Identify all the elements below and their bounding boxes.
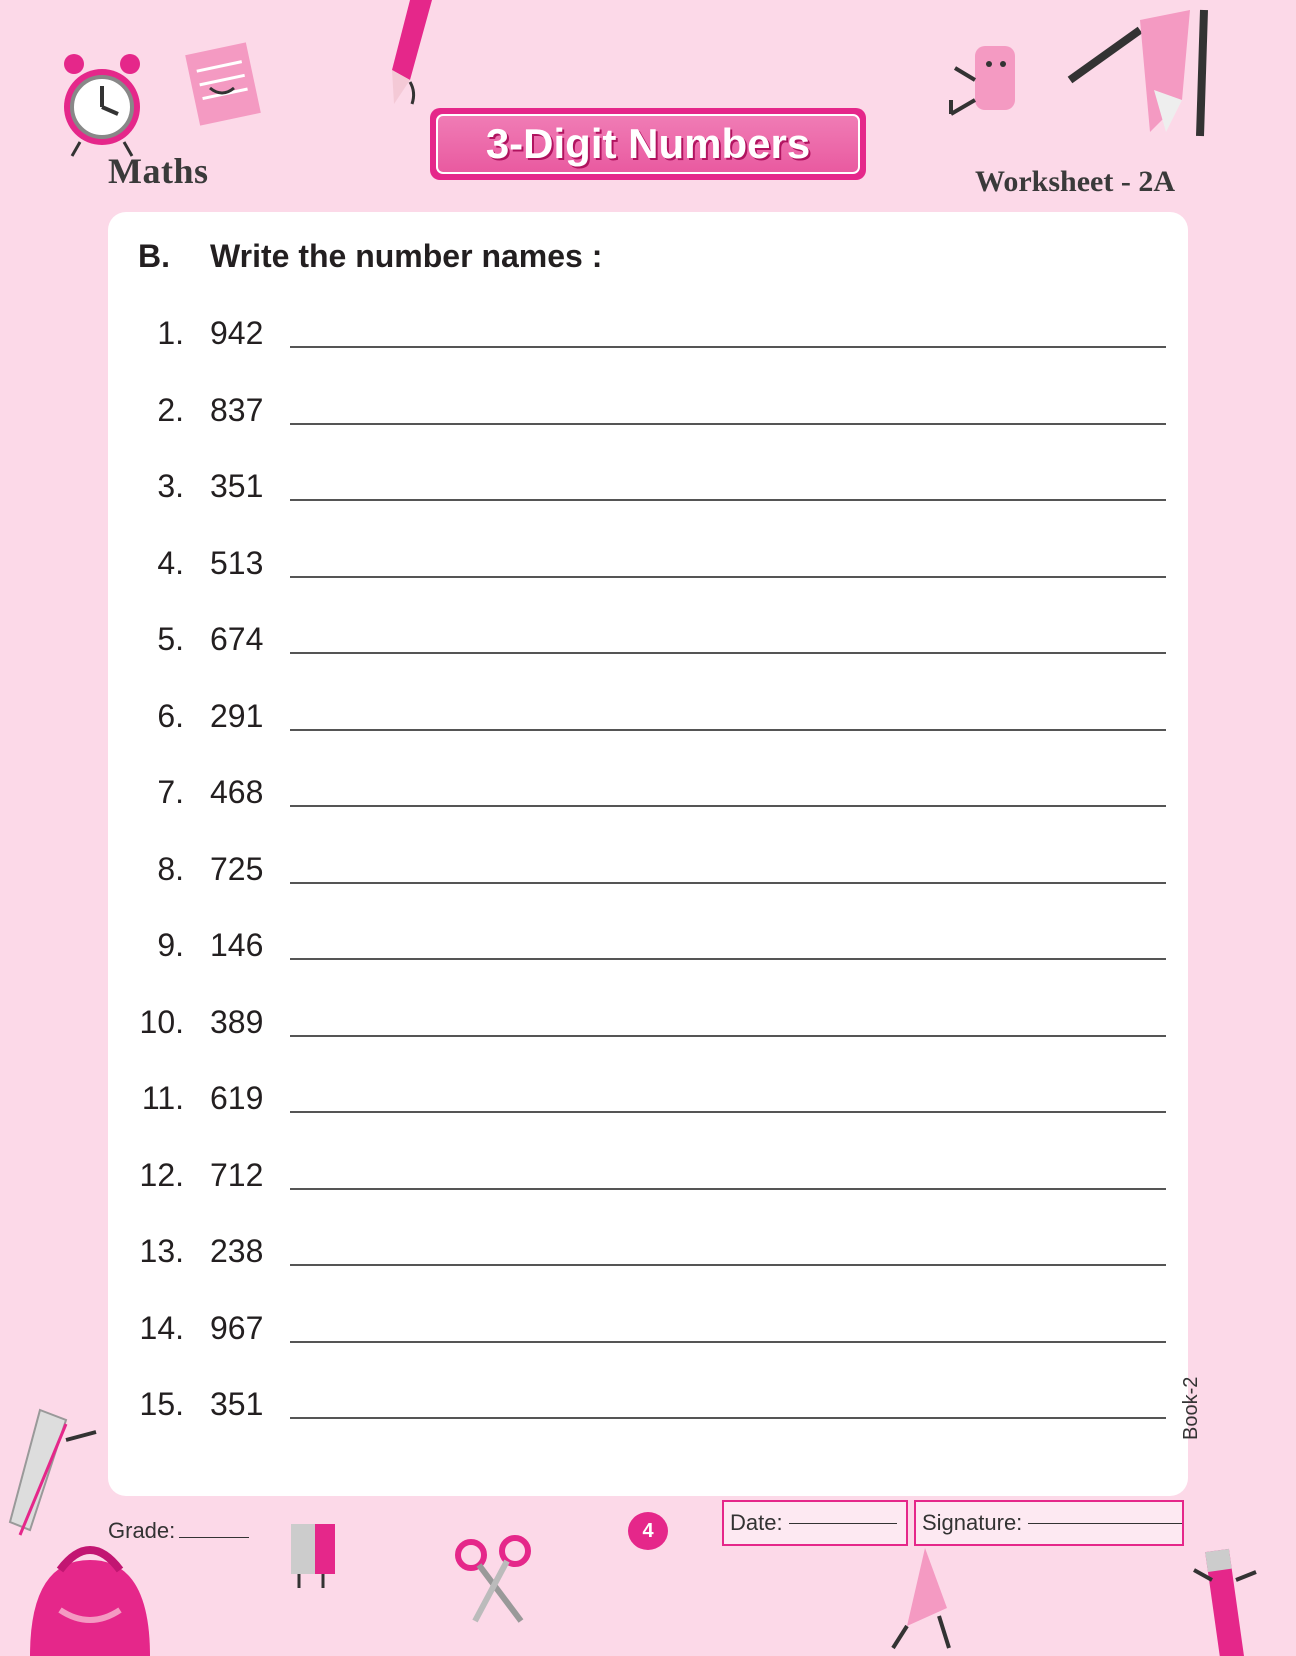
worksheet-number: Worksheet - 2A xyxy=(975,165,1175,198)
question-value: 967 xyxy=(210,1309,264,1346)
answer-line[interactable] xyxy=(290,1417,1166,1419)
answer-line[interactable] xyxy=(290,576,1166,578)
answer-line[interactable] xyxy=(290,652,1166,654)
question-number: 12. xyxy=(139,1156,184,1193)
question-number: 13. xyxy=(139,1233,184,1269)
section-heading xyxy=(138,238,602,275)
question-number: 1. xyxy=(157,315,184,351)
question-value: 619 xyxy=(210,1080,264,1116)
sharpener-icon xyxy=(285,1518,345,1588)
question-value: 389 xyxy=(210,1003,264,1040)
question-number: 4. xyxy=(157,544,184,581)
question-row xyxy=(108,993,1188,1041)
alarm-clock-icon xyxy=(52,42,152,162)
pen-icon xyxy=(1190,1540,1260,1656)
question-number: 11. xyxy=(141,1080,184,1116)
question-row xyxy=(108,610,1188,658)
question-row xyxy=(108,1375,1188,1423)
answer-line[interactable] xyxy=(290,958,1166,960)
question-value: 351 xyxy=(210,468,264,504)
question-value: 238 xyxy=(210,1233,264,1269)
question-value: 712 xyxy=(210,1156,264,1193)
question-value: 513 xyxy=(210,544,264,581)
answer-line[interactable] xyxy=(290,423,1166,425)
signature-label: Signature: xyxy=(922,1510,1023,1535)
question-row xyxy=(108,687,1188,735)
question-value: 468 xyxy=(210,774,264,810)
question-number: 3. xyxy=(157,468,184,504)
question-row xyxy=(108,304,1188,352)
question-value: 942 xyxy=(210,315,264,351)
answer-line[interactable] xyxy=(290,882,1166,884)
grade-blank[interactable] xyxy=(179,1537,249,1538)
question-number: 14. xyxy=(139,1309,184,1346)
answer-line[interactable] xyxy=(290,729,1166,731)
signature-blank[interactable] xyxy=(1028,1523,1182,1524)
answer-line[interactable] xyxy=(290,1111,1166,1113)
book-label: Book-2 xyxy=(1180,1376,1202,1440)
answer-line[interactable] xyxy=(290,346,1166,348)
question-number: 7. xyxy=(157,774,184,810)
answer-line[interactable] xyxy=(290,1341,1166,1343)
pencil-icon xyxy=(380,0,440,110)
question-value: 837 xyxy=(210,391,264,428)
question-value: 146 xyxy=(210,927,264,963)
answer-line[interactable] xyxy=(290,1035,1166,1037)
section-instruction: Write the number names : xyxy=(210,238,603,274)
question-number: 15. xyxy=(139,1386,184,1422)
notepad-icon xyxy=(180,40,270,130)
section-letter: B. xyxy=(138,238,170,274)
date-box xyxy=(722,1500,908,1546)
grade-label: Grade: xyxy=(108,1518,176,1543)
question-value: 674 xyxy=(210,621,264,657)
question-number: 8. xyxy=(157,850,184,887)
question-number: 2. xyxy=(157,391,184,428)
question-row xyxy=(108,457,1188,505)
page-number: 4 xyxy=(628,1512,668,1550)
question-row xyxy=(108,1222,1188,1270)
answer-line[interactable] xyxy=(290,1188,1166,1190)
grade-field xyxy=(108,1518,249,1544)
answer-line[interactable] xyxy=(290,499,1166,501)
question-row xyxy=(108,381,1188,429)
question-row xyxy=(108,1069,1188,1117)
question-row xyxy=(108,1146,1188,1194)
bag-icon xyxy=(20,1530,150,1656)
subject-label: Maths xyxy=(108,151,209,191)
signature-box xyxy=(914,1500,1184,1546)
question-row xyxy=(108,840,1188,888)
question-value: 351 xyxy=(210,1386,264,1422)
question-number: 10. xyxy=(139,1003,184,1040)
title-badge xyxy=(430,108,866,180)
question-number: 9. xyxy=(157,927,184,963)
answer-line[interactable] xyxy=(290,805,1166,807)
scissors-icon xyxy=(455,1535,535,1625)
question-value: 291 xyxy=(210,697,264,734)
date-label: Date: xyxy=(730,1510,783,1535)
worksheet-card xyxy=(108,212,1188,1496)
question-row xyxy=(108,1299,1188,1347)
worksheet-title: 3-Digit Numbers xyxy=(485,120,811,167)
question-row xyxy=(108,534,1188,582)
question-value: 725 xyxy=(210,850,264,887)
question-row xyxy=(108,916,1188,964)
eraser-icon xyxy=(945,40,1035,120)
date-blank[interactable] xyxy=(789,1523,897,1524)
question-number: 5. xyxy=(157,621,184,657)
scale-ruler-icon xyxy=(1070,10,1210,140)
ruler-icon xyxy=(10,1410,100,1540)
crayon-icon xyxy=(885,1548,955,1648)
question-number: 6. xyxy=(157,697,184,734)
question-row xyxy=(108,763,1188,811)
answer-line[interactable] xyxy=(290,1264,1166,1266)
